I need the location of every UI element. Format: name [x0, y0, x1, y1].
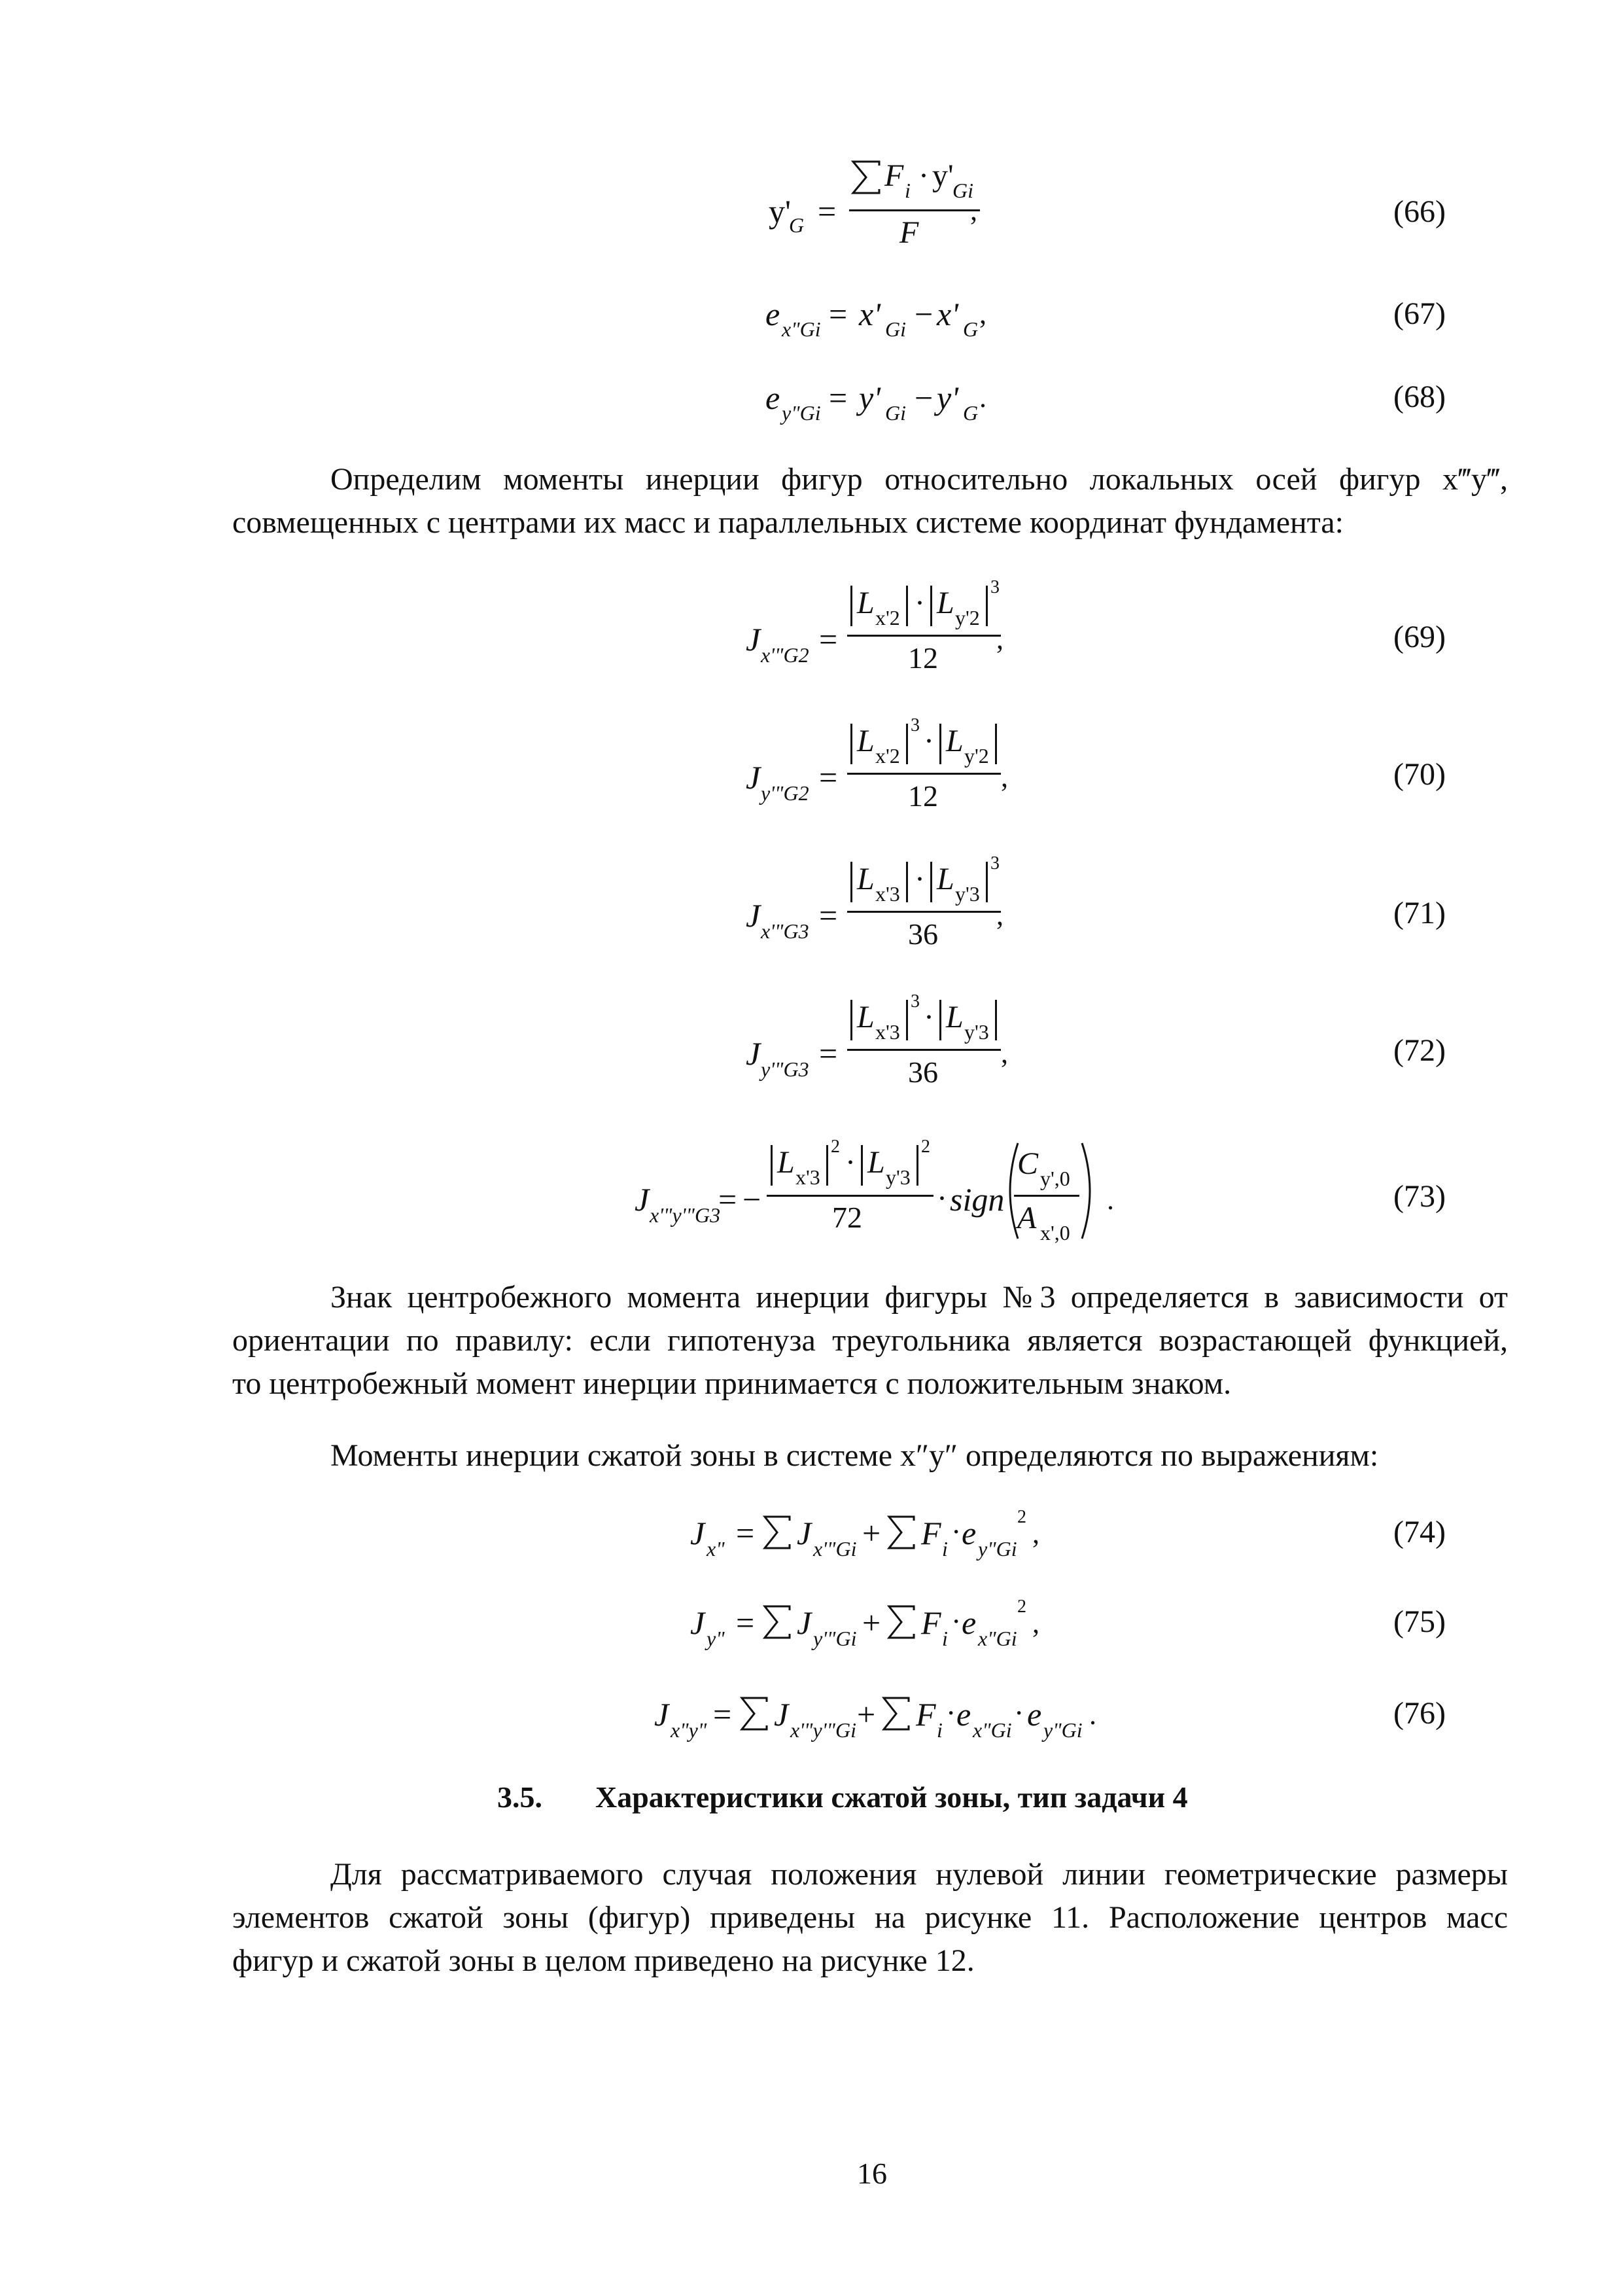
eq73-L1-sub: x'3	[795, 1165, 820, 1189]
eq70-equals: =	[819, 759, 838, 796]
eq69-J: J	[746, 621, 761, 658]
eq75-plus: +	[862, 1604, 881, 1641]
eq74-cdot: ·	[951, 1515, 962, 1548]
eq70-abs-right-1	[906, 724, 908, 764]
eq71-end: ,	[996, 899, 1003, 931]
eq75-number: (75)	[1393, 1604, 1446, 1639]
eq73-L1: L	[777, 1145, 795, 1180]
section-title: Характеристики сжатой зоны, тип задачи 4	[595, 1780, 1188, 1814]
eq72-L1-sub: x'3	[875, 1020, 900, 1044]
eq66-num-F-sub: i	[905, 179, 911, 202]
paragraph-2-line-1: Знак центробежного момента инерции фигуры №3 определяется в зависимости от	[330, 1280, 1508, 1315]
eq70-abs-right-2	[995, 724, 997, 764]
eq76-e1: e	[956, 1696, 971, 1733]
page-number: 16	[857, 2157, 887, 2190]
eq67-t2-sub: G	[963, 317, 979, 341]
eq69-fraction-bar	[847, 635, 1001, 637]
eq72-fraction-bar	[847, 1049, 1001, 1051]
eq76-J-sub: x"y"	[671, 1718, 707, 1742]
sum-icon	[762, 1515, 792, 1549]
eq73-abs-right-1	[826, 1145, 828, 1186]
eq75-e-sub: x"Gi	[978, 1627, 1017, 1650]
eq75-equals: =	[736, 1604, 755, 1641]
eq69-L1: L	[857, 586, 875, 620]
eq73-number: (73)	[1393, 1179, 1446, 1214]
eq74-Jsum-sub: x'"Gi	[813, 1537, 857, 1561]
eq66-num-y: y'	[932, 158, 954, 193]
eq75-J-sub: y"	[707, 1627, 725, 1650]
eq67-t2: x'	[937, 296, 958, 332]
eq66-num-y-sub: Gi	[952, 179, 973, 202]
paragraph-1-line-1: Определим моменты инерции фигур относительно локальных осей фигур x‴y‴,	[330, 462, 1508, 497]
paragraph-4-line-2: элементов сжатой зоны (фигур) приведены на рисунке 11. Расположение центров масс	[232, 1900, 1508, 1935]
eq67-minus: −	[915, 296, 934, 332]
paragraph-4-line-1: Для рассматриваемого случая положения нулевой линии геометрические размеры	[330, 1857, 1508, 1892]
eq72-abs-left-2	[939, 1000, 941, 1040]
eq74-J2: J	[797, 1515, 812, 1551]
eq71-L2-sub: y'3	[955, 882, 980, 906]
eq76-Jsum-sub: x'"y'"Gi	[790, 1718, 856, 1742]
eq74-e: e	[962, 1515, 977, 1551]
eq66-equals: =	[818, 193, 837, 230]
eq70-number: (70)	[1393, 757, 1446, 792]
eq70-abs-left-2	[939, 724, 941, 764]
eq73-den: 72	[832, 1201, 862, 1234]
sum-icon	[762, 1605, 792, 1639]
eq73-A: A	[1017, 1201, 1037, 1235]
sum-icon	[850, 160, 882, 194]
eq76-cdot-2: ·	[1014, 1696, 1024, 1729]
eq72-exp: 3	[911, 991, 920, 1012]
eq66-end: ,	[970, 194, 977, 226]
eq71-cdot: ·	[915, 862, 925, 896]
eq72-J-sub: y'"G3	[761, 1057, 809, 1081]
eq76-J: J	[654, 1696, 669, 1733]
eq67-e-sub: x"Gi	[782, 317, 821, 341]
eq69-L2: L	[937, 586, 954, 620]
eq75-J: J	[690, 1604, 705, 1641]
eq76-number: (76)	[1393, 1696, 1446, 1731]
eq70-L2: L	[946, 724, 964, 758]
eq66-fraction-bar	[849, 209, 980, 211]
eq72-den: 36	[908, 1055, 938, 1089]
eq76-cdot-1: ·	[946, 1696, 956, 1729]
eq67-end: ,	[979, 298, 986, 330]
eq76-end: .	[1089, 1699, 1096, 1731]
eq66-lhs: y'	[769, 193, 792, 230]
eq76-J2: J	[774, 1696, 789, 1733]
eq71-equals: =	[819, 897, 838, 934]
eq73-fraction-bar	[767, 1195, 934, 1197]
eq76-e2-sub: y"Gi	[1043, 1718, 1083, 1742]
eq70-den: 12	[908, 779, 938, 813]
eq68-e-sub: y"Gi	[782, 401, 821, 425]
section-number: 3.5.	[497, 1780, 542, 1814]
eq67-number: (67)	[1393, 296, 1446, 331]
eq75-cdot: ·	[951, 1604, 962, 1638]
paragraph-2-line-2: ориентации по правилу: если гипотенуза треугольника является возрастающей функцией,	[232, 1323, 1508, 1358]
eq68-number: (68)	[1393, 380, 1446, 414]
eq75-F: F	[921, 1604, 941, 1641]
eq73-equals: =	[718, 1181, 737, 1218]
eq76-e2: e	[1027, 1696, 1042, 1733]
eq71-J: J	[746, 897, 761, 934]
eq67-t1-sub: Gi	[885, 317, 906, 341]
eq71-L1: L	[857, 862, 875, 896]
eq74-F: F	[921, 1515, 941, 1551]
eq76-e1-sub: x"Gi	[973, 1718, 1012, 1742]
eq71-L2: L	[937, 862, 954, 896]
eq68-t1: y'	[859, 380, 881, 416]
eq72-end: ,	[1001, 1037, 1008, 1069]
eq69-abs-left-1	[850, 586, 852, 626]
eq69-cdot: ·	[915, 586, 925, 620]
sum-icon	[881, 1697, 911, 1731]
eq69-exp: 3	[990, 577, 1000, 597]
paragraph-4-line-3: фигур и сжатой зоны в целом приведено на рисунке 12.	[232, 1943, 975, 1978]
eq75-J2: J	[797, 1604, 812, 1641]
eq72-abs-left-1	[850, 1000, 852, 1040]
eq74-plus: +	[862, 1515, 881, 1551]
eq71-abs-left-2	[930, 862, 932, 902]
eq74-F-sub: i	[942, 1537, 948, 1561]
eq67-t1: x'	[859, 296, 881, 332]
eq72-cdot: ·	[924, 1000, 934, 1034]
eq73-abs-left-1	[771, 1145, 773, 1186]
eq74-e-sub: y"Gi	[978, 1537, 1017, 1561]
eq75-exp: 2	[1017, 1597, 1026, 1617]
sum-icon	[739, 1697, 769, 1731]
eq76-equals: =	[713, 1696, 732, 1733]
eq76-F: F	[916, 1696, 936, 1733]
eq68-end: .	[979, 381, 986, 414]
eq72-L1: L	[857, 1000, 875, 1034]
sum-icon	[886, 1515, 916, 1549]
eq75-F-sub: i	[942, 1627, 948, 1650]
eq73-minus: −	[742, 1181, 761, 1218]
eq70-exp: 3	[911, 715, 920, 735]
eq68-minus: −	[915, 380, 934, 416]
eq69-end: ,	[996, 623, 1003, 655]
eq69-abs-right-1	[906, 586, 908, 626]
eq71-number: (71)	[1393, 896, 1446, 930]
eq73-A-sub: x',0	[1040, 1221, 1070, 1245]
eq69-den: 12	[908, 641, 938, 675]
eq68-t2-sub: G	[963, 401, 979, 425]
eq74-end: ,	[1032, 1517, 1039, 1549]
eq76-F-sub: i	[937, 1718, 943, 1742]
eq74-equals: =	[736, 1515, 755, 1551]
eq70-J-sub: y'"G2	[761, 781, 809, 805]
eq71-den: 36	[908, 917, 938, 951]
eq69-abs-left-2	[930, 586, 932, 626]
eq68-t2: y'	[937, 380, 958, 416]
eq72-number: (72)	[1393, 1033, 1446, 1068]
eq69-abs-right-2	[986, 586, 988, 626]
eq72-abs-right-1	[906, 1000, 908, 1040]
eq71-abs-left-1	[850, 862, 852, 902]
eq71-L1-sub: x'3	[875, 882, 900, 906]
eq72-abs-right-2	[995, 1000, 997, 1040]
eq73-cdot-2: ·	[937, 1181, 947, 1216]
paragraph-1-line-2: совмещенных с центрами их масс и параллельных системе координат фундамента:	[232, 505, 1344, 540]
eq73-sign: sign	[950, 1181, 1005, 1218]
eq74-J-sub: x"	[707, 1537, 725, 1561]
eq66-number: (66)	[1393, 194, 1446, 229]
eq66-num-F: F	[884, 158, 904, 193]
eq73-cdot-1: ·	[845, 1145, 856, 1180]
eq70-end: ,	[1001, 761, 1008, 793]
eq70-L1-sub: x'2	[875, 744, 900, 768]
eq70-cdot: ·	[924, 724, 934, 758]
eq69-L1-sub: x'2	[875, 606, 900, 629]
eq68-equals: =	[829, 380, 848, 416]
eq71-J-sub: x'"G3	[761, 919, 809, 943]
eq71-abs-right-1	[906, 862, 908, 902]
eq73-L2-sub: y'3	[886, 1165, 911, 1189]
eq74-exp: 2	[1017, 1507, 1026, 1527]
sum-icon	[886, 1605, 916, 1639]
eq72-L2-sub: y'3	[964, 1020, 989, 1044]
eq70-J: J	[746, 759, 761, 796]
eq73-abs-right-2	[916, 1145, 918, 1186]
eq67-equals: =	[829, 296, 848, 332]
eq69-J-sub: x'"G2	[761, 643, 809, 667]
eq75-Jsum-sub: y'"Gi	[813, 1627, 857, 1650]
eq73-C: C	[1017, 1146, 1039, 1181]
eq66-lhs-sub: G	[789, 213, 805, 237]
eq73-L2: L	[867, 1145, 885, 1180]
eq76-plus: +	[857, 1696, 876, 1733]
paragraph-2-line-3: то центробежный момент инерции принимается с положительным знаком.	[232, 1366, 1232, 1401]
eq73-J-sub: x'"y'"G3	[650, 1203, 721, 1227]
eq70-L2-sub: y'2	[964, 744, 989, 768]
eq69-number: (69)	[1393, 620, 1446, 654]
eq70-L1: L	[857, 724, 875, 758]
eq74-number: (74)	[1393, 1515, 1446, 1549]
eq71-abs-right-2	[986, 862, 988, 902]
eq71-exp: 3	[990, 853, 1000, 874]
eq75-e: e	[962, 1604, 977, 1641]
eq73-exp-1: 2	[831, 1137, 840, 1157]
eq73-end: .	[1107, 1184, 1114, 1216]
eq75-end: ,	[1032, 1607, 1039, 1639]
eq73-C-sub: y',0	[1040, 1167, 1070, 1190]
eq73-abs-left-2	[861, 1145, 863, 1186]
eq73-J: J	[635, 1181, 650, 1218]
eq68-e: e	[765, 380, 780, 416]
eq72-J: J	[746, 1035, 761, 1072]
eq73-exp-2: 2	[921, 1137, 930, 1157]
eq70-fraction-bar	[847, 773, 1001, 775]
eq68-t1-sub: Gi	[885, 401, 906, 425]
eq70-abs-left-1	[850, 724, 852, 764]
eq69-L2-sub: y'2	[955, 606, 980, 629]
eq72-L2: L	[946, 1000, 964, 1034]
eq73-inner-fraction-bar	[1014, 1195, 1079, 1197]
right-paren-icon	[1079, 1142, 1099, 1240]
paragraph-3: Моменты инерции сжатой зоны в системе x″y″ определяются по выражениям:	[330, 1438, 1379, 1473]
eq66-cdot: ·	[918, 158, 929, 193]
eq71-fraction-bar	[847, 911, 1001, 913]
eq74-J: J	[690, 1515, 705, 1551]
eq69-equals: =	[819, 621, 838, 658]
eq66-den: F	[899, 215, 919, 250]
eq67-e: e	[765, 296, 780, 332]
eq72-equals: =	[819, 1035, 838, 1072]
